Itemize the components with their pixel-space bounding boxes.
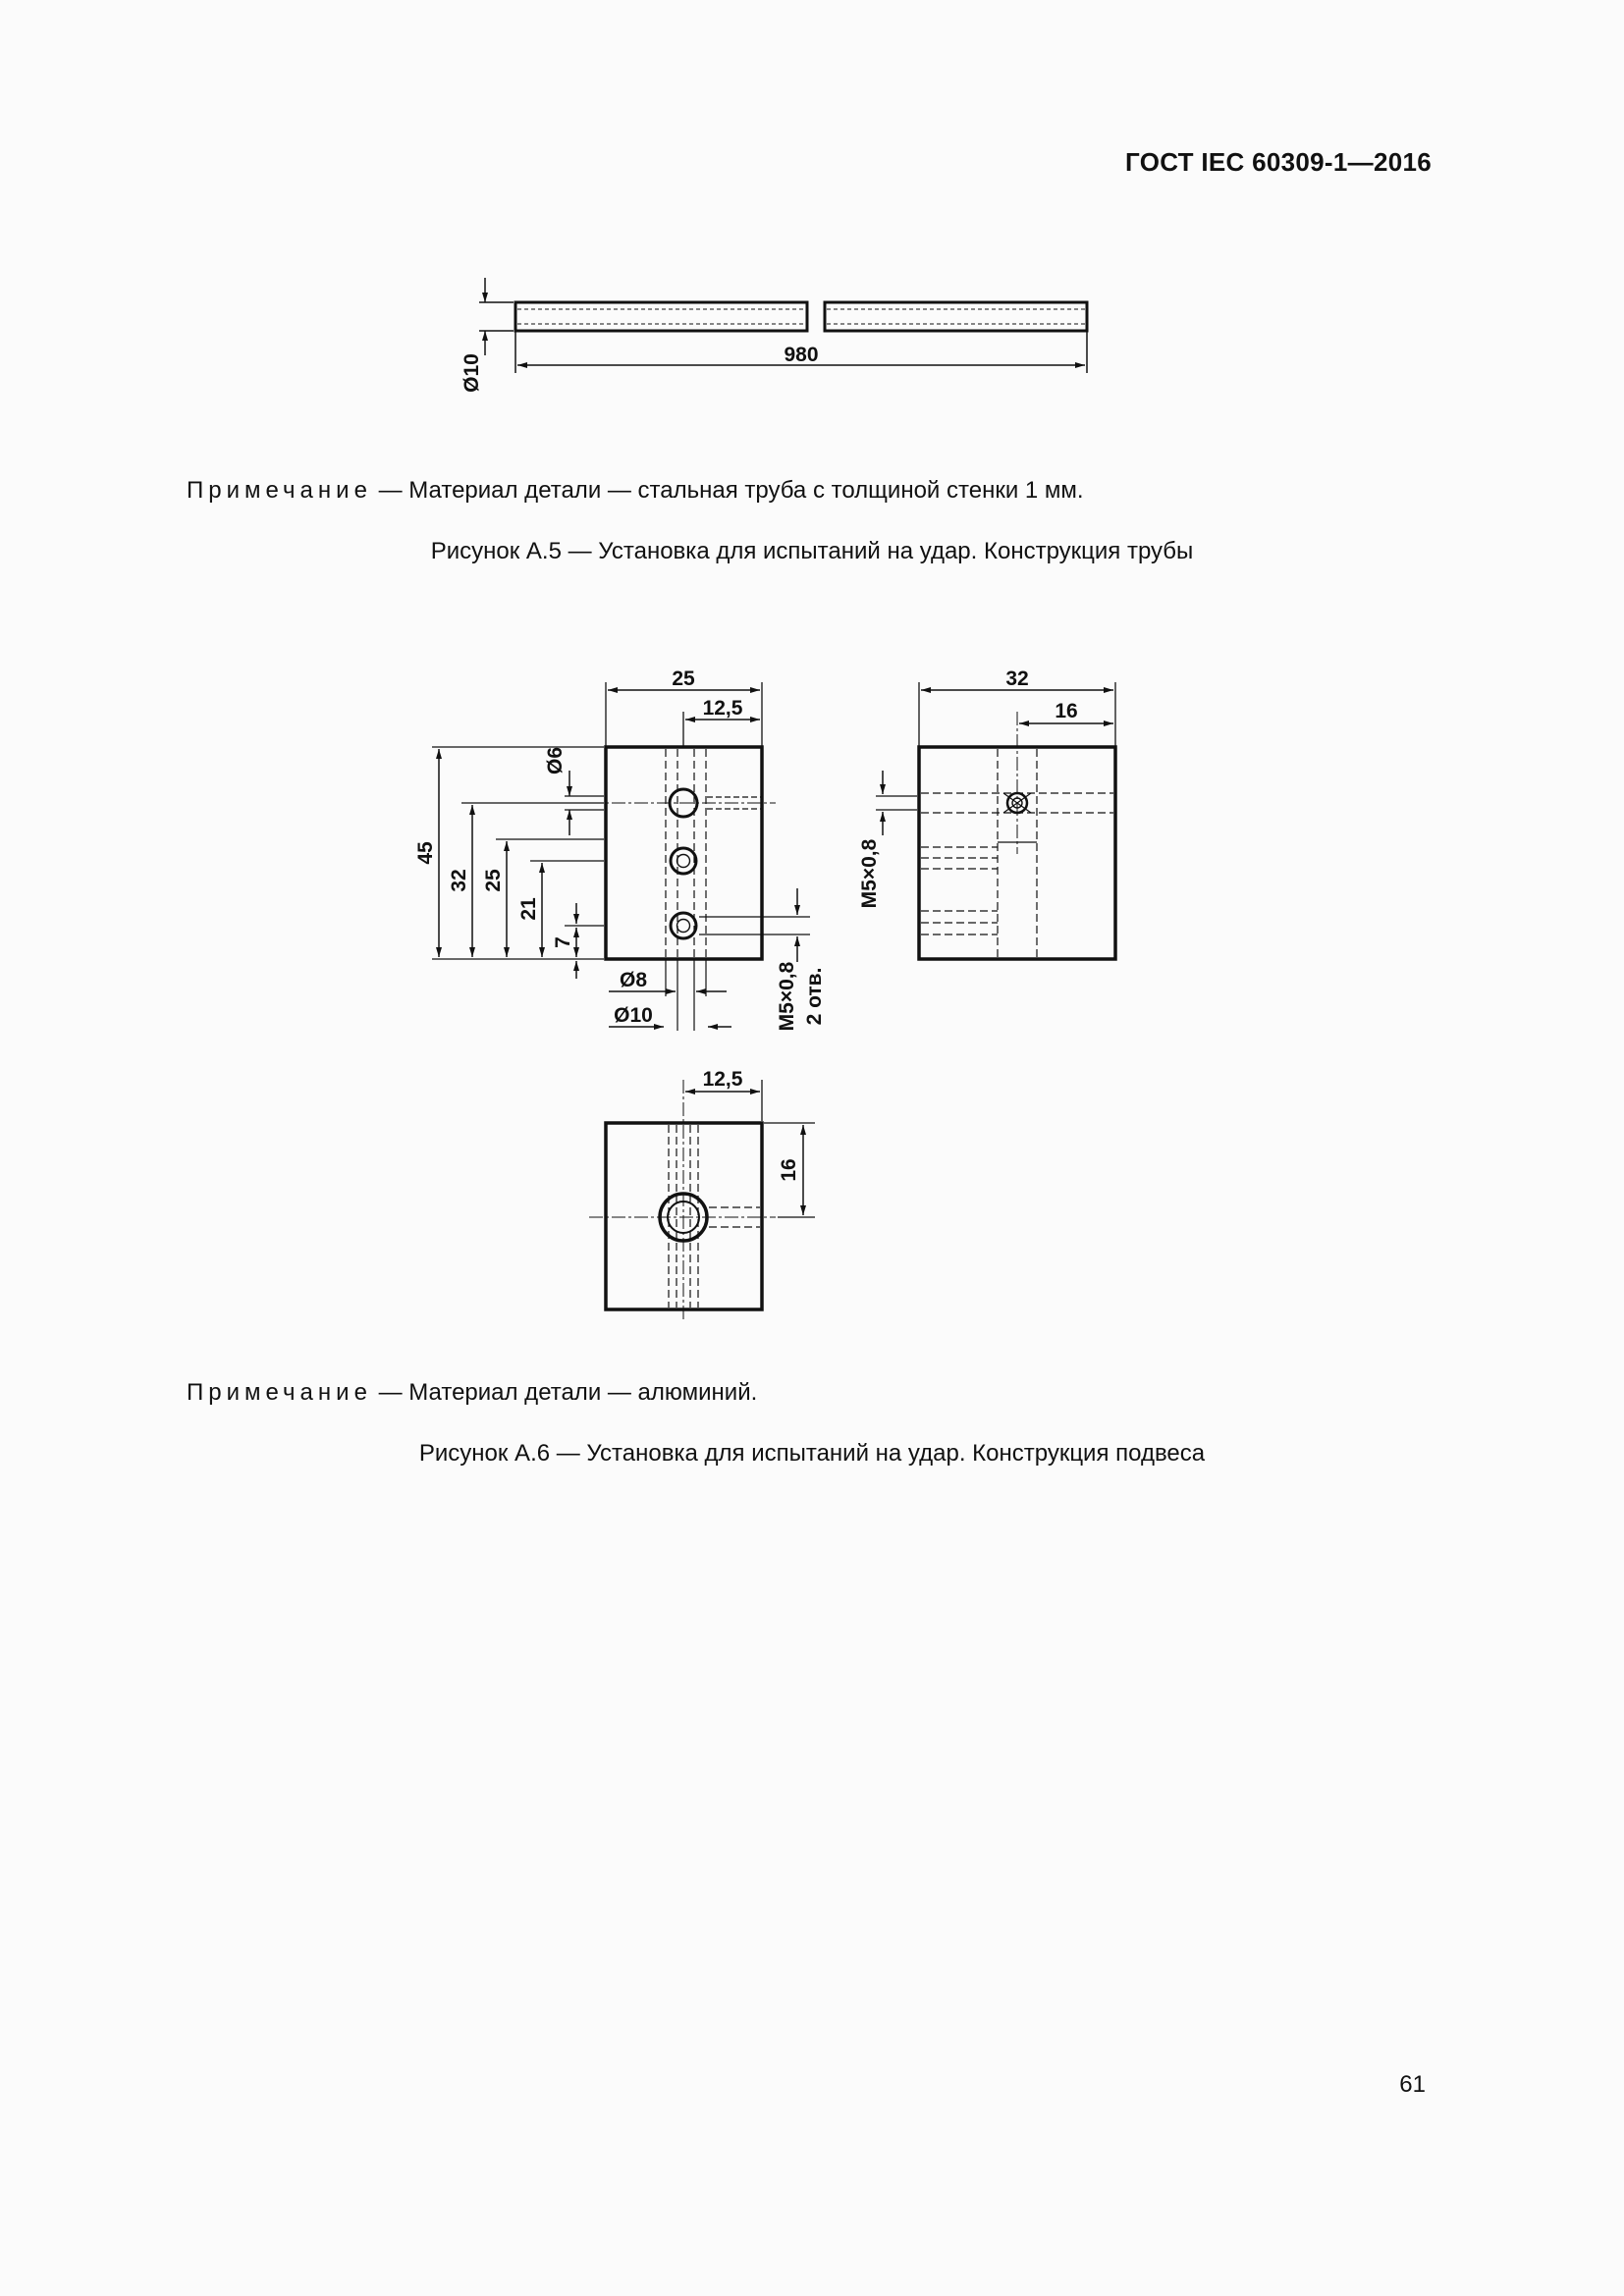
- hanger-side-view: [876, 682, 1115, 959]
- figure-a5-note: [187, 477, 1084, 505]
- height-21-dim: 21: [517, 897, 540, 921]
- top-half-width-dim: 12,5: [702, 1068, 743, 1091]
- height-32-dim: 32: [448, 869, 470, 892]
- figure-a5-caption: Рисунок А.5 — Установка для испытаний на удар. Конструкция трубы: [430, 538, 1194, 564]
- top-depth-dim: 16: [778, 1158, 800, 1182]
- note-label: Примечание: [187, 1379, 372, 1406]
- height-7-dim: 7: [552, 936, 574, 948]
- height-25-dim: 25: [482, 869, 505, 892]
- note-text: — Материал детали — алюминий.: [371, 1379, 758, 1406]
- front-half-width-dim: 12,5: [702, 697, 743, 720]
- tube-diameter-dim: Ø10: [460, 353, 483, 393]
- figure-a6-caption: Рисунок А.6 — Установка для испытаний на удар. Конструкция подвеса: [418, 1440, 1206, 1467]
- note-label: Примечание: [187, 477, 372, 504]
- front-thread-dim: M5×0,8: [776, 961, 798, 1032]
- page-number: 61: [1399, 2071, 1426, 2098]
- tube-length-dim: 980: [784, 344, 819, 366]
- front-thread-count: 2 отв.: [803, 967, 826, 1026]
- bore-d8-dim: Ø8: [619, 969, 648, 991]
- note-text: — Материал детали — стальная труба с толщиной стенки 1 мм.: [371, 477, 1084, 504]
- side-thread-dim: M5×0,8: [858, 838, 881, 909]
- height-45-dim: 45: [414, 841, 437, 865]
- side-width-dim: 32: [1005, 667, 1029, 690]
- front-width-dim: 25: [672, 667, 695, 690]
- hanger-top-view: [589, 1080, 815, 1320]
- bore-d10-dim: Ø10: [614, 1004, 653, 1027]
- document-header: ГОСТ IEC 60309-1—2016: [1125, 147, 1432, 177]
- figure-a6-note: [187, 1379, 757, 1407]
- side-half-width-dim: 16: [1055, 700, 1078, 722]
- hole-d6-dim: Ø6: [544, 746, 567, 775]
